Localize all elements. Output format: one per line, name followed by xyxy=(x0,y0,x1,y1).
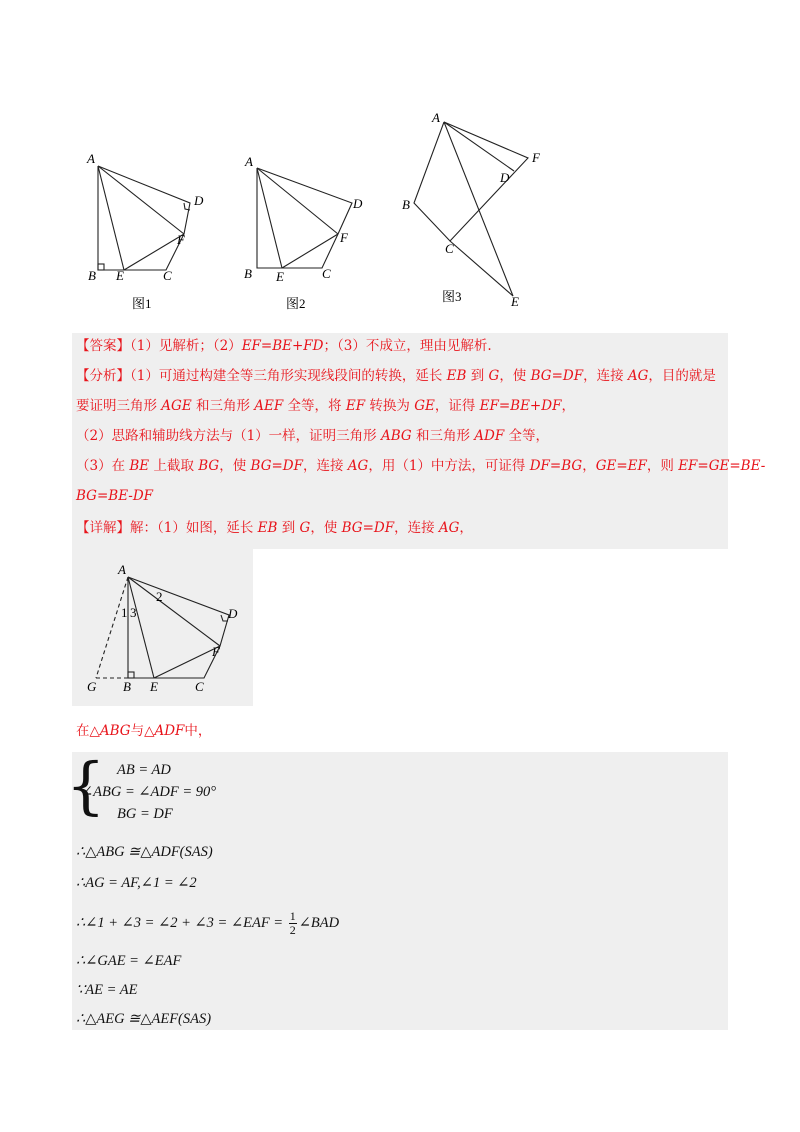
proof-step-2: ∴AG = AF,∠1 = ∠2 xyxy=(76,875,197,891)
figure-4 xyxy=(72,549,253,706)
proof-step-1: ∴△ABG ≅△ADF(SAS) xyxy=(76,844,213,860)
system-line-1: AB = AD xyxy=(117,762,171,778)
fig1-label-C: C xyxy=(163,268,172,283)
fig1-label-D: D xyxy=(194,193,204,208)
proof-step-5: ∵AE = AE xyxy=(76,982,138,998)
fig4-angle-1: 1 xyxy=(121,605,128,620)
fig4-label-C: C xyxy=(195,679,204,694)
fig3-caption: 图3 xyxy=(442,289,462,304)
fig4-label-F: F xyxy=(212,644,220,659)
fig1-label-B: B xyxy=(88,268,96,283)
fig3-label-E: E xyxy=(511,294,519,309)
proof-intro: 在△ABG与△ADF中， xyxy=(76,723,212,739)
system-line-2: ∠ABG = ∠ADF = 90° xyxy=(81,784,217,800)
fig1-label-A: A xyxy=(87,151,95,166)
fig2-label-A: A xyxy=(245,154,253,169)
analysis-line-5: BG=BE-DF xyxy=(76,488,154,504)
fig4-label-E: E xyxy=(150,679,158,694)
fig2-label-C: C xyxy=(322,266,331,281)
fig1-label-E: E xyxy=(116,268,124,283)
fig4-label-A: A xyxy=(118,562,126,577)
detail-line: 【详解】解：（1）如图，延长 EB 到 G，使 BG=DF，连接 AG， xyxy=(76,520,473,536)
analysis-line-3: （2）思路和辅助线方法与（1）一样，证明三角形 ABG 和三角形 ADF 全等， xyxy=(76,428,550,444)
fig4-label-D: D xyxy=(228,606,238,621)
analysis-line-1: 【分析】（1）可通过构建全等三角形实现线段间的转换，延长 EB 到 G，使 BG=DF，连接 AG，目的就是 xyxy=(76,368,716,384)
system-line-3: BG = DF xyxy=(117,806,173,822)
figure-2 xyxy=(240,148,370,318)
analysis-line-2: 要证明三角形 AGE 和三角形 AEF 全等，将 EF 转换为 GE，证得 EF=BE+DF， xyxy=(76,398,575,414)
fig2-label-B: B xyxy=(244,266,252,281)
analysis-tag: 【分析】 xyxy=(76,368,130,384)
fig2-label-D: D xyxy=(353,196,363,211)
system-brace: { xyxy=(66,749,106,822)
fig3-label-F: F xyxy=(532,150,540,165)
fig3-label-A: A xyxy=(432,110,440,125)
fraction-half: $\frac{1}{2}$ xyxy=(289,909,296,937)
fig2-label-F: F xyxy=(340,230,348,245)
answer-tag: 【答案】 xyxy=(76,338,130,354)
figure-1 xyxy=(84,148,214,318)
fig1-caption: 图1 xyxy=(132,296,152,311)
fig3-label-D: D xyxy=(500,170,510,185)
fig4-label-B: B xyxy=(123,679,131,694)
proof-step-3: ∴∠1 + ∠3 = ∠2 + ∠3 = ∠EAF = $\frac{1}{2}$ ∠BAD xyxy=(76,909,340,937)
fig4-angle-2: 2 xyxy=(156,589,163,604)
answer-line: 【答案】（1）见解析；（2）EF=BE+FD；（3）不成立，理由见解析. xyxy=(76,338,492,354)
detail-tag: 【详解】 xyxy=(76,520,130,536)
proof-step-4: ∴∠GAE = ∠EAF xyxy=(76,953,182,969)
proof-step-6: ∴△AEG ≅△AEF(SAS) xyxy=(76,1011,212,1027)
fig1-label-F: F xyxy=(177,232,185,247)
fig3-label-B: B xyxy=(402,197,410,212)
analysis-line-4: （3）在 BE 上截取 BG，使 BG=DF，连接 AG，用（1）中方法，可证得 DF=BG，GE=EF，则 EF=GE=BE- xyxy=(76,458,766,474)
fig4-angle-3: 3 xyxy=(130,605,137,620)
fig2-label-E: E xyxy=(276,269,284,284)
fig4-label-G: G xyxy=(87,679,97,694)
fig3-label-C: C xyxy=(445,241,454,256)
figure-3 xyxy=(398,108,558,313)
fig2-caption: 图2 xyxy=(286,296,306,311)
